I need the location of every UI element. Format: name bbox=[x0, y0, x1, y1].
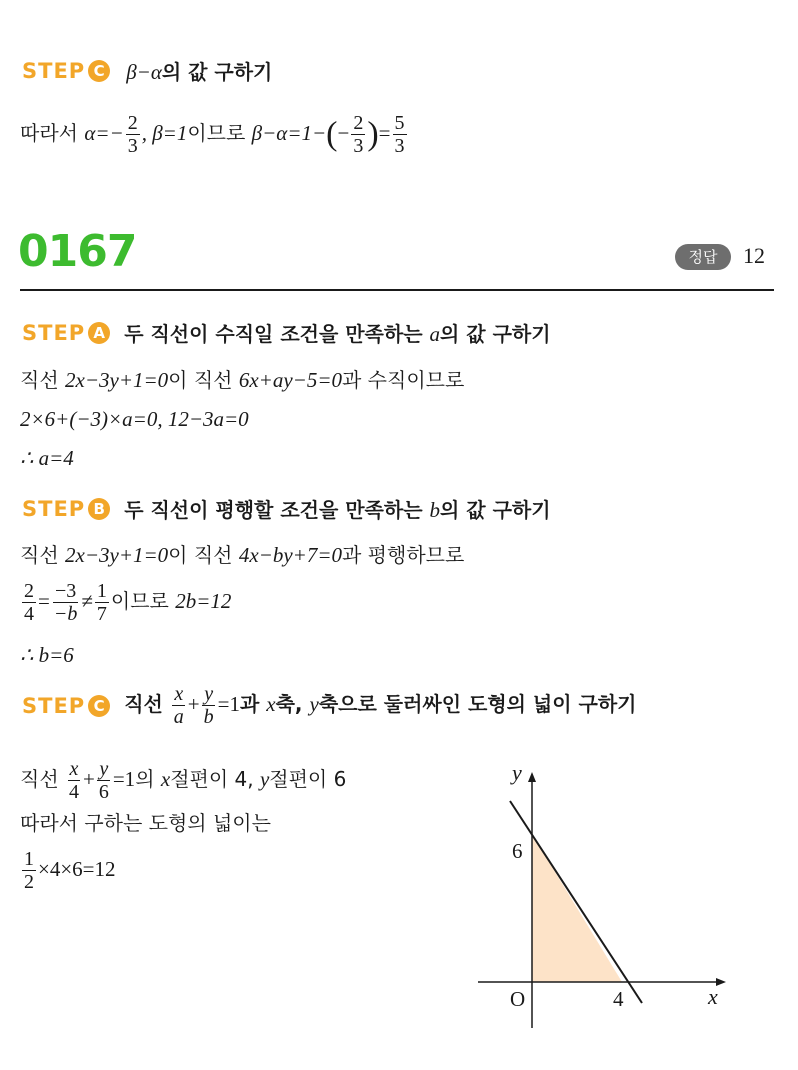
fraction: $\frac{-3}{-b}$ bbox=[53, 580, 78, 625]
step-title: β−α의 값 구하기 bbox=[126, 60, 273, 84]
fraction: $\frac{2}{4}$ bbox=[24, 580, 34, 625]
stepB-header bbox=[22, 494, 551, 523]
step-letter-badge: C bbox=[88, 60, 110, 82]
fraction: $\frac{x}{4}$ bbox=[69, 758, 79, 803]
stepA-line-2: 2×6+(−3)×a=0, 12−3a=0 bbox=[20, 407, 249, 431]
fraction: $\frac{y}{b}$ bbox=[203, 683, 214, 728]
stepB-line-2: $\frac{2}{4}$ = $\frac{-3}{-b}$ ≠ $\frac{1}{7}$ 이므로 2b=12 bbox=[24, 580, 232, 625]
x-intercept-label: 4 bbox=[613, 987, 624, 1011]
stepC-header bbox=[22, 683, 636, 728]
step-label: STEP bbox=[22, 58, 86, 83]
triangle-graph bbox=[470, 760, 770, 1040]
step-letter-badge: B bbox=[88, 498, 110, 520]
step-letter-badge: A bbox=[88, 322, 110, 344]
step-title: 직선 $\frac{x}{a}$ + $\frac{y}{b}$ =1과 x축, y축으로 둘러싸인 도형의 넓이 구하기 bbox=[124, 683, 637, 728]
origin-label: O bbox=[510, 987, 526, 1011]
stepC-line-2: 따라서 구하는 도형의 넓이는 bbox=[20, 811, 271, 835]
fraction: $\frac{1}{7}$ bbox=[96, 580, 107, 625]
stepC-line-1: 직선 $\frac{x}{4}$ + $\frac{y}{6}$ =1의 x절편이 4, y절편이 6 bbox=[20, 758, 347, 803]
problem-number: 0167 bbox=[18, 226, 137, 277]
stepC-line-3: $\frac{1}{2}$ ×4×6=12 bbox=[24, 848, 116, 893]
prev-step-header bbox=[22, 56, 272, 85]
fraction: $\frac{2}{3}$ bbox=[127, 112, 138, 157]
stepA-line-1: 직선 2x−3y+1=0이 직선 6x+ay−5=0과 수직이므로 bbox=[20, 368, 465, 392]
step-label: STEP bbox=[22, 320, 86, 345]
y-intercept-label: 6 bbox=[512, 839, 523, 863]
fraction: $\frac{5}{3}$ bbox=[394, 112, 405, 157]
step-title: 두 직선이 수직일 조건을 만족하는 a의 값 구하기 bbox=[124, 322, 551, 346]
step-letter-badge: C bbox=[88, 695, 110, 717]
fraction: $\frac{x}{a}$ bbox=[173, 683, 184, 728]
fraction: $\frac{y}{6}$ bbox=[98, 758, 109, 803]
divider bbox=[20, 289, 774, 291]
step-title: 두 직선이 평행할 조건을 만족하는 b의 값 구하기 bbox=[124, 498, 551, 522]
step-label: STEP bbox=[22, 496, 86, 521]
stepA-line-3: ∴ a=4 bbox=[20, 446, 74, 470]
y-axis-arrow bbox=[528, 772, 536, 782]
fraction: $\frac{2}{3}$ bbox=[353, 112, 364, 157]
stepA-header bbox=[22, 318, 551, 347]
y-axis-label: y bbox=[512, 760, 522, 785]
step-label: STEP bbox=[22, 693, 86, 718]
stepB-line-1: 직선 2x−3y+1=0이 직선 4x−by+7=0과 평행하므로 bbox=[20, 543, 465, 567]
stepB-line-3: ∴ b=6 bbox=[20, 643, 74, 667]
fraction: $\frac{1}{2}$ bbox=[24, 848, 34, 893]
answer-value: 12 bbox=[743, 243, 765, 268]
prev-answer-line: 따라서 α=− $\frac{2}{3}$ , β=1이므로 β−α=1−(− $\frac{2}{3}$ )= $\frac{5}{3}$ bbox=[20, 112, 405, 157]
x-axis-label: x bbox=[708, 984, 718, 1009]
answer-badge: 정답 bbox=[675, 244, 731, 270]
